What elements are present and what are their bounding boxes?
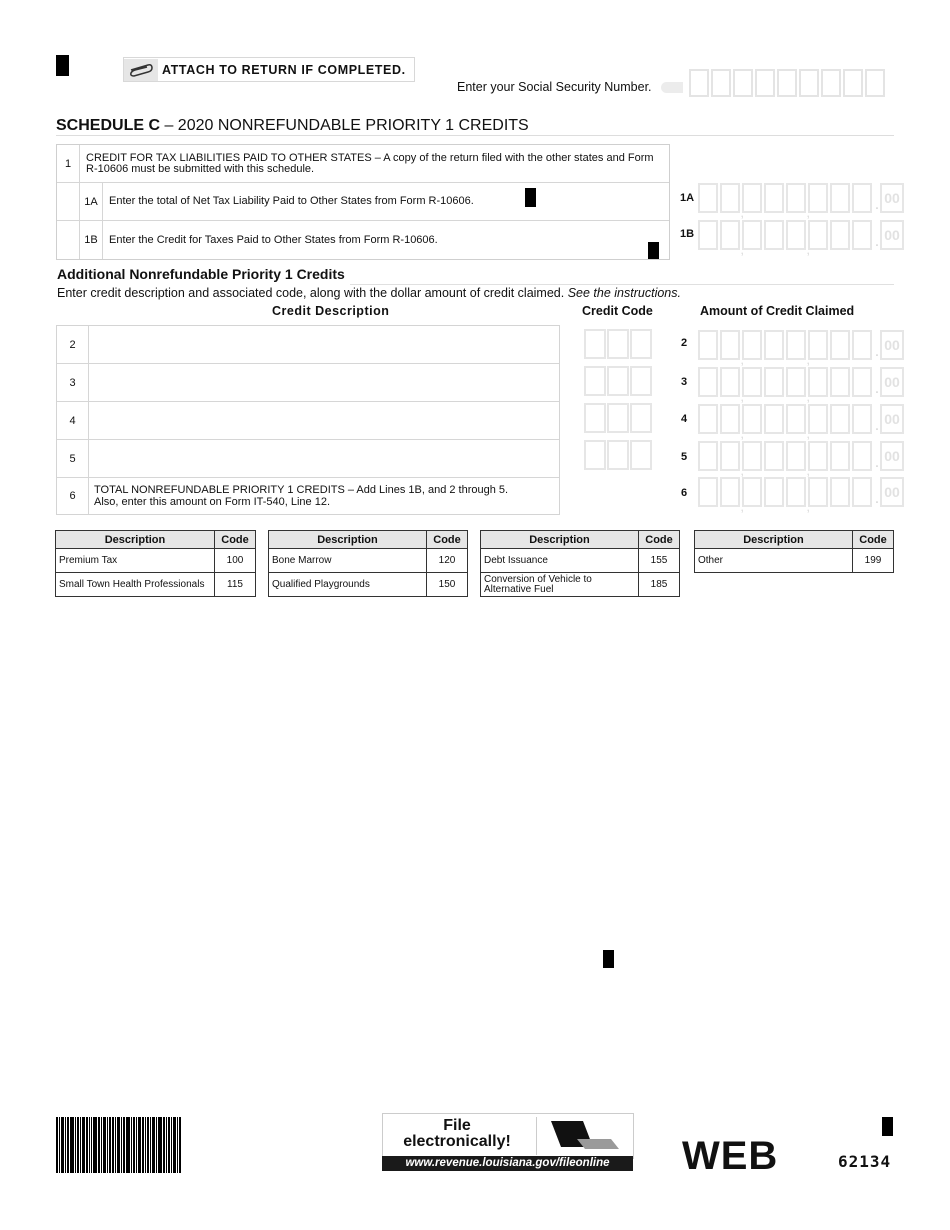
arrow-icon (661, 82, 683, 93)
table-row: Qualified Playgrounds 150 (269, 573, 468, 597)
attach-banner (123, 57, 415, 82)
code-table (694, 530, 894, 573)
table-row (57, 326, 559, 364)
column-header: Code (853, 531, 894, 549)
column-header: Description (481, 531, 639, 549)
column-header: Description (695, 531, 853, 549)
column-header: Code (639, 531, 680, 549)
credit-lines-table (56, 325, 560, 515)
line1a-description: Enter the total of Net Tax Liability Paid to Other States from Form R-10606. (109, 195, 474, 207)
file-electronically-text: File electronically! (403, 1117, 511, 1150)
laptop-icon (536, 1117, 627, 1155)
amount-field-1b[interactable]: , , . 00 (698, 219, 904, 251)
ssn-label: Enter your Social Security Number. (457, 80, 652, 94)
table-row: Small Town Health Professionals 115 (56, 573, 256, 597)
line-number: 5 (57, 440, 89, 477)
code-table (268, 530, 468, 597)
paperclip-icon (124, 59, 158, 81)
amount-field-6[interactable]: , , . 00 (698, 476, 904, 508)
amount-field-1a[interactable]: , , . 00 (698, 182, 904, 214)
divider (350, 284, 894, 285)
total-line-description: TOTAL NONREFUNDABLE PRIORITY 1 CREDITS – Add Lines 1B, and 2 through 5. Also, enter this amount on Form IT-540, Line 12. (94, 484, 509, 508)
line-number: 1A (79, 183, 103, 220)
table-row: Debt Issuance 155 (481, 549, 680, 573)
web-label: WEB (682, 1134, 779, 1178)
table-row: Conversion of Vehicle to Alternative Fuel 185 (481, 573, 680, 597)
registration-mark (882, 1117, 893, 1136)
table-row: Premium Tax 100 (56, 549, 256, 573)
table-row (57, 364, 559, 402)
amount-field-5[interactable]: , , . 00 (698, 440, 904, 472)
schedule-title: SCHEDULE C – 2020 NONREFUNDABLE PRIORITY 1 CREDITS (56, 117, 529, 134)
line-number: 1 (57, 145, 80, 182)
line-number: 2 (57, 326, 89, 363)
line-label: 2 (681, 337, 688, 349)
column-header-description: Credit Description (272, 304, 390, 318)
divider (56, 135, 894, 136)
table-row: Other 199 (695, 549, 894, 573)
credit-code-input[interactable] (584, 440, 653, 470)
column-header: Code (215, 531, 256, 549)
section-instructions: Enter credit description and associated code, along with the dollar amount of credit claimed. See the instructions. (57, 286, 681, 300)
column-header: Description (56, 531, 215, 549)
credit-description-input[interactable] (89, 364, 559, 401)
line-number: 6 (57, 478, 89, 514)
table-row: Bone Marrow 120 (269, 549, 468, 573)
form-number: 62134 (838, 1152, 892, 1171)
credit-description-input[interactable] (89, 402, 559, 439)
table-row (57, 478, 559, 514)
line1-table (56, 144, 670, 260)
attach-text: ATTACH TO RETURN IF COMPLETED. (162, 62, 406, 77)
line-label: 1B (680, 228, 695, 240)
section-heading: Additional Nonrefundable Priority 1 Credits (57, 266, 345, 282)
credit-description-input[interactable] (89, 326, 559, 363)
amount-field-4[interactable]: , , . 00 (698, 403, 904, 435)
column-header: Code (427, 531, 468, 549)
column-header-amount: Amount of Credit Claimed (700, 304, 855, 318)
column-header-code: Credit Code (582, 304, 653, 318)
line1b-description: Enter the Credit for Taxes Paid to Other States from Form R-10606. (109, 233, 438, 246)
amount-field-3[interactable]: , , . 00 (698, 366, 904, 398)
code-table (55, 530, 256, 597)
line-label: 1A (680, 192, 695, 204)
line-label: 5 (681, 451, 688, 463)
table-row (57, 402, 559, 440)
file-online-url[interactable]: www.revenue.louisiana.gov/fileonline (382, 1156, 633, 1171)
code-table (480, 530, 680, 597)
credit-code-input[interactable] (584, 366, 653, 396)
registration-mark (603, 950, 614, 968)
column-header: Description (269, 531, 427, 549)
credit-code-input[interactable] (584, 329, 653, 359)
line-number: 3 (57, 364, 89, 401)
line-number: 4 (57, 402, 89, 439)
barcode (56, 1117, 228, 1173)
line-number: 1B (79, 221, 103, 259)
line-label: 6 (681, 487, 688, 499)
credit-code-input[interactable] (584, 403, 653, 433)
line1-description: CREDIT FOR TAX LIABILITIES PAID TO OTHER STATES – A copy of the return filed with the other states and Form R-10606 must be submitted with this schedule. (86, 152, 654, 175)
line-label: 4 (681, 413, 688, 425)
registration-mark (56, 55, 69, 76)
ssn-input[interactable] (689, 69, 887, 97)
credit-description-input[interactable] (89, 440, 559, 477)
table-row (57, 440, 559, 478)
amount-field-2[interactable]: , , . 00 (698, 329, 904, 361)
line-label: 3 (681, 376, 688, 388)
